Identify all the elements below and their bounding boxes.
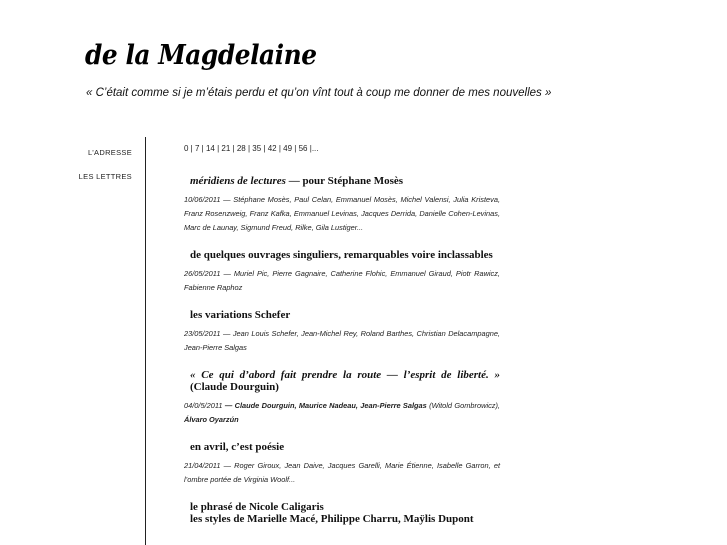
article-summary: 10/06/2011 — Stéphane Mosès, Paul Celan, Emmanuel Mosès, Michel Valensi, Julia Kristeva, Franz Rosenzweig, Franz Kafka, Emmanuel Levinas, Jacques Derrida, Danielle Cohen-Levinas, Marc de Launay, Sigmund Freud, Rilke, Gila Lustiger... <box>184 195 500 232</box>
article-entry <box>184 175 500 235</box>
page-more[interactable]: |... <box>309 144 319 153</box>
article-entry <box>184 369 500 427</box>
page-link-49[interactable]: 49 <box>283 144 293 153</box>
page-link-14[interactable]: 14 <box>205 144 215 153</box>
article-entry <box>184 501 500 525</box>
article-date: 21/04/2011 <box>184 461 221 470</box>
article-title[interactable]: les variations Schefer <box>190 309 291 321</box>
article-title[interactable]: le phrasé de Nicole Caligaris les styles de Marielle Macé, Philippe Charru, Maÿlis Dupont <box>190 501 474 525</box>
site-title[interactable]: de la Magdelaine <box>85 40 317 71</box>
article-summary: 26/05/2011 — Muriel Pic, Pierre Gagnaire, Catherine Flohic, Emmanuel Giraud, Piotr Rawicz, Fabienne Raphoz <box>184 269 500 292</box>
pagination: 0 | 7 | 14 | 21 | 28 | 35 | 42 | 49 | 56 |... <box>184 144 319 153</box>
sidebar-nav <box>70 148 132 196</box>
article-date: 26/05/2011 <box>184 269 221 278</box>
page-link-28[interactable]: 28 <box>236 144 246 153</box>
main-content <box>184 144 500 539</box>
article-entry <box>184 309 500 355</box>
article-entry <box>184 249 500 295</box>
nav-link-lettres[interactable]: LES LETTRES <box>78 172 132 181</box>
page-link-35[interactable]: 35 <box>252 144 262 153</box>
page-link-21[interactable]: 21 <box>221 144 231 153</box>
article-date: 10/06/2011 <box>184 195 221 204</box>
article-entry <box>184 441 500 487</box>
page-link-42[interactable]: 42 <box>267 144 277 153</box>
page-link-56[interactable]: 56 <box>298 144 308 153</box>
article-title[interactable]: méridiens de lectures — pour Stéphane Mosès <box>190 175 404 187</box>
article-title[interactable]: en avril, c’est poésie <box>190 441 285 453</box>
site-tagline: « C’était comme si je m’étais perdu et qu’on vînt tout à coup me donner de mes nouvelles » <box>86 87 552 99</box>
article-summary: 04/0/5/2011 — Claude Dourguin, Maurice Nadeau, Jean-Pierre Salgas (Witold Gombrowicz), Álvaro Oyarzún <box>184 401 500 424</box>
article-title[interactable]: « Ce qui d’abord fait prendre la route — l’esprit de liberté. » (Claude Dourguin) <box>190 369 500 393</box>
article-summary: 21/04/2011 — Roger Giroux, Jean Daive, Jacques Garelli, Marie Étienne, Isabelle Garron, et l’ombre portée de Virginia Woolf... <box>184 461 500 484</box>
article-date: 23/05/2011 <box>184 329 221 338</box>
page-link-0[interactable]: 0 <box>184 144 189 153</box>
nav-link-adresse[interactable]: L’ADRESSE <box>88 148 132 157</box>
article-title[interactable]: de quelques ouvrages singuliers, remarquables voire inclassables <box>190 249 493 261</box>
article-date: 04/0/5/2011 <box>184 401 223 410</box>
vertical-divider <box>145 137 146 545</box>
page-link-7[interactable]: 7 <box>194 144 200 153</box>
article-summary: 23/05/2011 — Jean Louis Schefer, Jean-Michel Rey, Roland Barthes, Christian Delacampagne, Jean-Pierre Salgas <box>184 329 500 352</box>
